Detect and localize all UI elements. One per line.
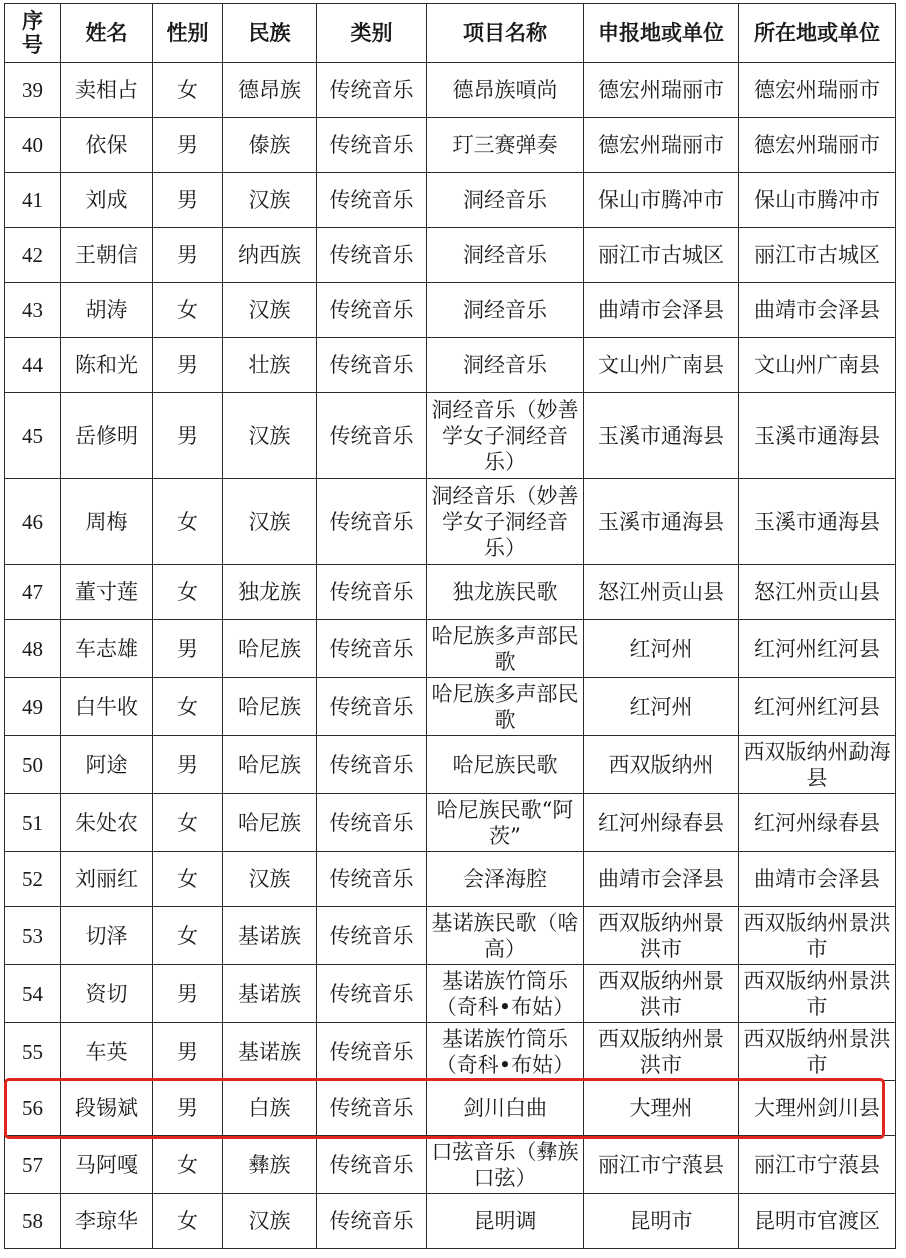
row-category-cell: 传统音乐 xyxy=(317,283,427,338)
header-index xyxy=(5,4,61,63)
row-applicant-unit-cell: 西双版纳州景洪市 xyxy=(584,1023,739,1081)
row-applicant-unit-cell: 玉溪市通海县 xyxy=(584,479,739,565)
row-applicant-unit-cell: 德宏州瑞丽市 xyxy=(584,118,739,173)
row-category-cell: 传统音乐 xyxy=(317,1023,427,1081)
row-applicant-unit-cell: 德宏州瑞丽市 xyxy=(584,63,739,118)
table-row xyxy=(5,620,896,678)
row-index-cell: 50 xyxy=(5,736,61,794)
row-gender-cell: 男 xyxy=(153,173,223,228)
row-ethnicity-cell: 哈尼族 xyxy=(223,678,317,736)
row-name-cell: 朱处农 xyxy=(61,794,153,852)
row-location-unit-cell: 红河州绿春县 xyxy=(739,794,896,852)
row-gender-cell: 男 xyxy=(153,393,223,479)
row-project-cell: 昆明调 xyxy=(427,1194,584,1249)
row-gender-cell: 男 xyxy=(153,228,223,283)
row-applicant-unit-cell: 文山州广南县 xyxy=(584,338,739,393)
table-row xyxy=(5,852,896,907)
row-ethnicity-cell: 哈尼族 xyxy=(223,794,317,852)
row-name-cell: 胡涛 xyxy=(61,283,153,338)
row-location-unit-cell: 红河州红河县 xyxy=(739,678,896,736)
row-category-cell: 传统音乐 xyxy=(317,678,427,736)
row-index-cell: 56 xyxy=(5,1081,61,1136)
table-row xyxy=(5,907,896,965)
row-name-cell: 段锡斌 xyxy=(61,1081,153,1136)
row-ethnicity-cell: 独龙族 xyxy=(223,565,317,620)
row-project-cell: 洞经音乐（妙善学女子洞经音乐） xyxy=(427,479,584,565)
row-applicant-unit-cell: 西双版纳州景洪市 xyxy=(584,965,739,1023)
row-project-cell: 洞经音乐（妙善学女子洞经音乐） xyxy=(427,393,584,479)
table-row xyxy=(5,173,896,228)
row-gender-cell: 男 xyxy=(153,1081,223,1136)
row-name-cell: 白牛收 xyxy=(61,678,153,736)
row-gender-cell: 女 xyxy=(153,852,223,907)
table-row xyxy=(5,794,896,852)
row-category-cell: 传统音乐 xyxy=(317,393,427,479)
row-name-cell: 依保 xyxy=(61,118,153,173)
row-index-cell: 44 xyxy=(5,338,61,393)
row-project-cell: 基诺族民歌（啥高） xyxy=(427,907,584,965)
table-row xyxy=(5,63,896,118)
row-category-cell: 传统音乐 xyxy=(317,965,427,1023)
row-gender-cell: 女 xyxy=(153,479,223,565)
table-row xyxy=(5,678,896,736)
row-name-cell: 卖相占 xyxy=(61,63,153,118)
table-row xyxy=(5,393,896,479)
row-ethnicity-cell: 哈尼族 xyxy=(223,620,317,678)
row-gender-cell: 女 xyxy=(153,283,223,338)
table-row xyxy=(5,1023,896,1081)
row-index-cell: 57 xyxy=(5,1136,61,1194)
row-location-unit-cell: 西双版纳州景洪市 xyxy=(739,907,896,965)
row-project-cell: 哈尼族多声部民歌 xyxy=(427,678,584,736)
table-row xyxy=(5,118,896,173)
table-row xyxy=(5,338,896,393)
row-project-cell: 玎三赛弹奏 xyxy=(427,118,584,173)
row-index-cell: 40 xyxy=(5,118,61,173)
row-gender-cell: 女 xyxy=(153,63,223,118)
row-name-cell: 切泽 xyxy=(61,907,153,965)
row-category-cell: 传统音乐 xyxy=(317,620,427,678)
row-project-cell: 哈尼族民歌 xyxy=(427,736,584,794)
row-name-cell: 刘丽红 xyxy=(61,852,153,907)
row-ethnicity-cell: 汉族 xyxy=(223,1194,317,1249)
row-category-cell: 传统音乐 xyxy=(317,338,427,393)
row-index-cell: 54 xyxy=(5,965,61,1023)
row-applicant-unit-cell: 曲靖市会泽县 xyxy=(584,283,739,338)
row-name-cell: 王朝信 xyxy=(61,228,153,283)
row-index-cell: 55 xyxy=(5,1023,61,1081)
row-location-unit-cell: 文山州广南县 xyxy=(739,338,896,393)
row-location-unit-cell: 西双版纳州勐海县 xyxy=(739,736,896,794)
row-applicant-unit-cell: 保山市腾冲市 xyxy=(584,173,739,228)
row-applicant-unit-cell: 怒江州贡山县 xyxy=(584,565,739,620)
row-category-cell: 传统音乐 xyxy=(317,118,427,173)
row-index-cell: 58 xyxy=(5,1194,61,1249)
row-applicant-unit-cell: 红河州绿春县 xyxy=(584,794,739,852)
header-category: 类别 xyxy=(317,4,427,63)
header-ethnicity: 民族 xyxy=(223,4,317,63)
row-category-cell: 传统音乐 xyxy=(317,794,427,852)
row-project-cell: 哈尼族民歌“阿茨” xyxy=(427,794,584,852)
row-index-cell: 43 xyxy=(5,283,61,338)
row-location-unit-cell: 丽江市宁蒗县 xyxy=(739,1136,896,1194)
row-category-cell: 传统音乐 xyxy=(317,63,427,118)
table-row xyxy=(5,479,896,565)
row-ethnicity-cell: 汉族 xyxy=(223,283,317,338)
inheritor-table xyxy=(4,3,896,1249)
row-ethnicity-cell: 基诺族 xyxy=(223,1023,317,1081)
row-ethnicity-cell: 哈尼族 xyxy=(223,736,317,794)
row-applicant-unit-cell: 丽江市宁蒗县 xyxy=(584,1136,739,1194)
row-ethnicity-cell: 壮族 xyxy=(223,338,317,393)
row-name-cell: 李琼华 xyxy=(61,1194,153,1249)
row-index-cell: 49 xyxy=(5,678,61,736)
row-ethnicity-cell: 傣族 xyxy=(223,118,317,173)
row-gender-cell: 男 xyxy=(153,620,223,678)
row-gender-cell: 女 xyxy=(153,794,223,852)
row-applicant-unit-cell: 红河州 xyxy=(584,678,739,736)
row-ethnicity-cell: 纳西族 xyxy=(223,228,317,283)
table-row xyxy=(5,228,896,283)
document-page xyxy=(4,3,895,1249)
row-name-cell: 马阿嘎 xyxy=(61,1136,153,1194)
header-row xyxy=(5,4,896,63)
row-location-unit-cell: 曲靖市会泽县 xyxy=(739,283,896,338)
row-location-unit-cell: 德宏州瑞丽市 xyxy=(739,63,896,118)
row-project-cell: 基诺族竹筒乐（奇科•布姑） xyxy=(427,965,584,1023)
table-row xyxy=(5,1081,896,1136)
row-gender-cell: 男 xyxy=(153,736,223,794)
row-name-cell: 岳修明 xyxy=(61,393,153,479)
row-gender-cell: 女 xyxy=(153,1136,223,1194)
row-name-cell: 董寸莲 xyxy=(61,565,153,620)
row-project-cell: 德昂族嗊尚 xyxy=(427,63,584,118)
row-name-cell: 陈和光 xyxy=(61,338,153,393)
row-ethnicity-cell: 德昂族 xyxy=(223,63,317,118)
table-row xyxy=(5,283,896,338)
row-index-cell: 46 xyxy=(5,479,61,565)
row-category-cell: 传统音乐 xyxy=(317,479,427,565)
row-category-cell: 传统音乐 xyxy=(317,1081,427,1136)
row-location-unit-cell: 红河州红河县 xyxy=(739,620,896,678)
row-index-cell: 51 xyxy=(5,794,61,852)
row-project-cell: 洞经音乐 xyxy=(427,228,584,283)
row-name-cell: 阿途 xyxy=(61,736,153,794)
header-location-unit: 所在地或单位 xyxy=(739,4,896,63)
row-category-cell: 传统音乐 xyxy=(317,1194,427,1249)
row-project-cell: 基诺族竹筒乐（奇科•布姑） xyxy=(427,1023,584,1081)
row-gender-cell: 女 xyxy=(153,907,223,965)
row-gender-cell: 女 xyxy=(153,565,223,620)
row-category-cell: 传统音乐 xyxy=(317,1136,427,1194)
row-gender-cell: 男 xyxy=(153,965,223,1023)
row-project-cell: 会泽海腔 xyxy=(427,852,584,907)
row-project-cell: 哈尼族多声部民歌 xyxy=(427,620,584,678)
row-name-cell: 车志雄 xyxy=(61,620,153,678)
row-index-cell: 47 xyxy=(5,565,61,620)
row-index-cell: 53 xyxy=(5,907,61,965)
row-applicant-unit-cell: 曲靖市会泽县 xyxy=(584,852,739,907)
row-location-unit-cell: 德宏州瑞丽市 xyxy=(739,118,896,173)
row-applicant-unit-cell: 丽江市古城区 xyxy=(584,228,739,283)
row-category-cell: 传统音乐 xyxy=(317,736,427,794)
row-location-unit-cell: 大理州剑川县 xyxy=(739,1081,896,1136)
row-gender-cell: 女 xyxy=(153,678,223,736)
row-index-cell: 39 xyxy=(5,63,61,118)
table-row xyxy=(5,1194,896,1249)
row-project-cell: 洞经音乐 xyxy=(427,338,584,393)
table-row xyxy=(5,565,896,620)
row-index-cell: 48 xyxy=(5,620,61,678)
row-ethnicity-cell: 汉族 xyxy=(223,479,317,565)
row-location-unit-cell: 玉溪市通海县 xyxy=(739,393,896,479)
row-name-cell: 资切 xyxy=(61,965,153,1023)
row-category-cell: 传统音乐 xyxy=(317,852,427,907)
header-name: 姓名 xyxy=(61,4,153,63)
row-applicant-unit-cell: 红河州 xyxy=(584,620,739,678)
header-applicant-unit: 申报地或单位 xyxy=(584,4,739,63)
row-name-cell: 刘成 xyxy=(61,173,153,228)
header-index-char-2: 号 xyxy=(22,33,43,57)
header-index-char-1: 序 xyxy=(22,9,43,33)
row-location-unit-cell: 西双版纳州景洪市 xyxy=(739,1023,896,1081)
row-gender-cell: 女 xyxy=(153,1194,223,1249)
row-gender-cell: 男 xyxy=(153,338,223,393)
row-project-cell: 洞经音乐 xyxy=(427,173,584,228)
row-ethnicity-cell: 汉族 xyxy=(223,173,317,228)
row-ethnicity-cell: 汉族 xyxy=(223,852,317,907)
row-gender-cell: 男 xyxy=(153,1023,223,1081)
row-index-cell: 42 xyxy=(5,228,61,283)
row-applicant-unit-cell: 昆明市 xyxy=(584,1194,739,1249)
row-category-cell: 传统音乐 xyxy=(317,565,427,620)
row-location-unit-cell: 怒江州贡山县 xyxy=(739,565,896,620)
row-applicant-unit-cell: 西双版纳州 xyxy=(584,736,739,794)
row-location-unit-cell: 玉溪市通海县 xyxy=(739,479,896,565)
row-ethnicity-cell: 汉族 xyxy=(223,393,317,479)
row-name-cell: 周梅 xyxy=(61,479,153,565)
row-ethnicity-cell: 白族 xyxy=(223,1081,317,1136)
row-index-cell: 41 xyxy=(5,173,61,228)
header-project: 项目名称 xyxy=(427,4,584,63)
row-category-cell: 传统音乐 xyxy=(317,907,427,965)
table-row xyxy=(5,965,896,1023)
row-name-cell: 车英 xyxy=(61,1023,153,1081)
table-row xyxy=(5,736,896,794)
row-ethnicity-cell: 彝族 xyxy=(223,1136,317,1194)
header-gender: 性别 xyxy=(153,4,223,63)
row-category-cell: 传统音乐 xyxy=(317,173,427,228)
row-index-cell: 52 xyxy=(5,852,61,907)
row-ethnicity-cell: 基诺族 xyxy=(223,907,317,965)
row-applicant-unit-cell: 西双版纳州景洪市 xyxy=(584,907,739,965)
row-ethnicity-cell: 基诺族 xyxy=(223,965,317,1023)
row-project-cell: 剑川白曲 xyxy=(427,1081,584,1136)
row-category-cell: 传统音乐 xyxy=(317,228,427,283)
row-applicant-unit-cell: 玉溪市通海县 xyxy=(584,393,739,479)
row-project-cell: 独龙族民歌 xyxy=(427,565,584,620)
row-project-cell: 口弦音乐（彝族口弦） xyxy=(427,1136,584,1194)
row-location-unit-cell: 保山市腾冲市 xyxy=(739,173,896,228)
row-location-unit-cell: 丽江市古城区 xyxy=(739,228,896,283)
row-project-cell: 洞经音乐 xyxy=(427,283,584,338)
row-index-cell: 45 xyxy=(5,393,61,479)
row-applicant-unit-cell: 大理州 xyxy=(584,1081,739,1136)
row-gender-cell: 男 xyxy=(153,118,223,173)
row-location-unit-cell: 曲靖市会泽县 xyxy=(739,852,896,907)
table-row xyxy=(5,1136,896,1194)
row-location-unit-cell: 昆明市官渡区 xyxy=(739,1194,896,1249)
row-location-unit-cell: 西双版纳州景洪市 xyxy=(739,965,896,1023)
